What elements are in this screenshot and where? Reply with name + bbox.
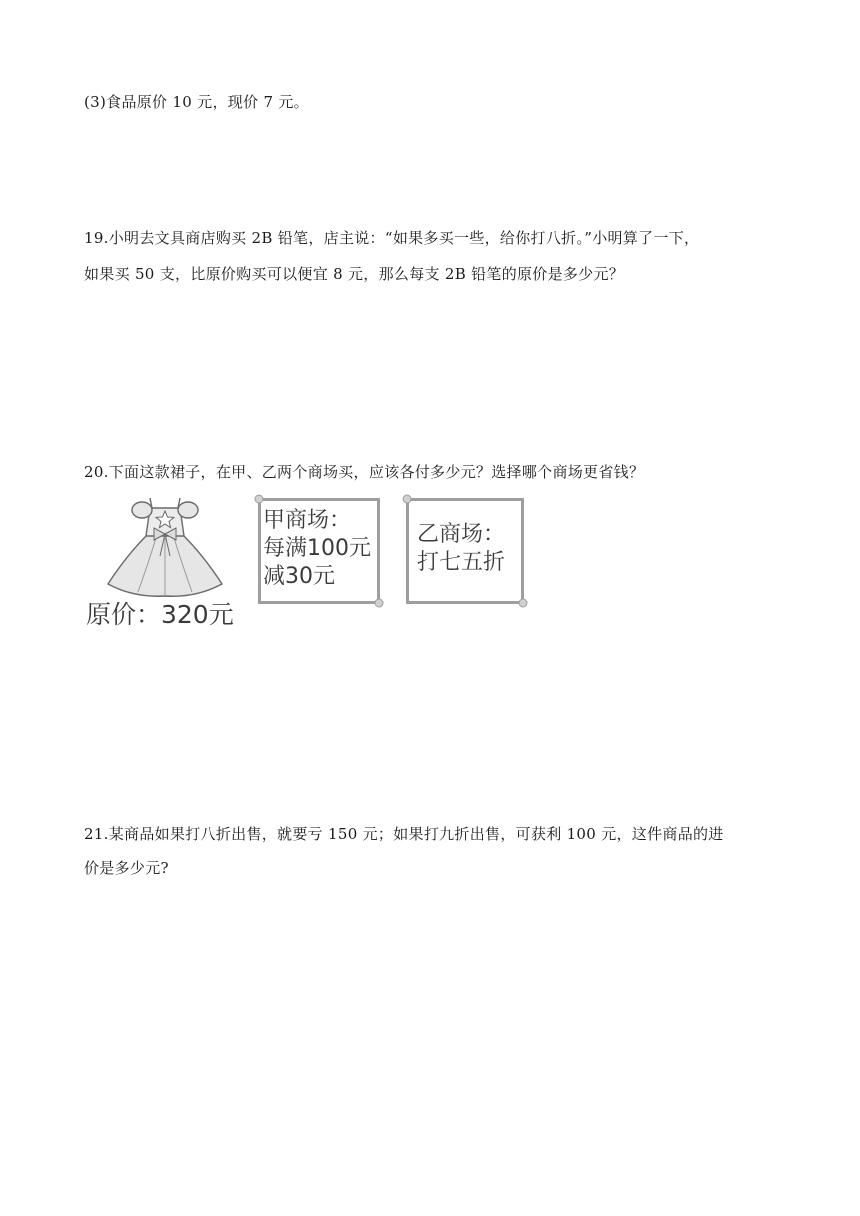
dress-price-label: 原价：320元: [86, 600, 234, 629]
question-20-text: 20.下面这款裙子，在甲、乙两个商场买，应该各付多少元？选择哪个商场更省钱？: [84, 463, 645, 481]
flower-corner-icon: [401, 493, 413, 505]
store-a-title: 甲商场：: [263, 508, 352, 533]
question-19-line-2: 如果买 50 支，比原价购买可以便宜 8 元，那么每支 2B 铅笔的原价是多少元？: [84, 265, 625, 283]
question-19-line-1: 19.小明去文具商店购买 2B 铅笔，店主说：“如果多买一些，给你打八折。”小明算了一下，: [84, 229, 700, 247]
question-21-line-2: 价是多少元?: [84, 859, 169, 877]
flower-corner-icon: [517, 597, 529, 609]
store-a-offer-line-2: 减30元: [263, 564, 335, 589]
question-18-item-3: (3)食品原价 10 元，现价 7 元。: [84, 93, 309, 111]
store-a-sign: [258, 498, 380, 604]
flower-corner-icon: [253, 493, 265, 505]
store-b-offer: 打七五折: [417, 550, 506, 575]
dress-icon: [104, 494, 226, 598]
flower-corner-icon: [373, 597, 385, 609]
store-b-title: 乙商场：: [417, 522, 506, 547]
store-b-sign: [406, 498, 524, 604]
question-20-figure: [84, 494, 544, 634]
question-21-line-1: 21.某商品如果打八折出售，就要亏 150 元；如果打九折出售，可获利 100 元，这件商品的进: [84, 825, 724, 843]
store-a-offer-line-1: 每满100元: [263, 536, 371, 561]
